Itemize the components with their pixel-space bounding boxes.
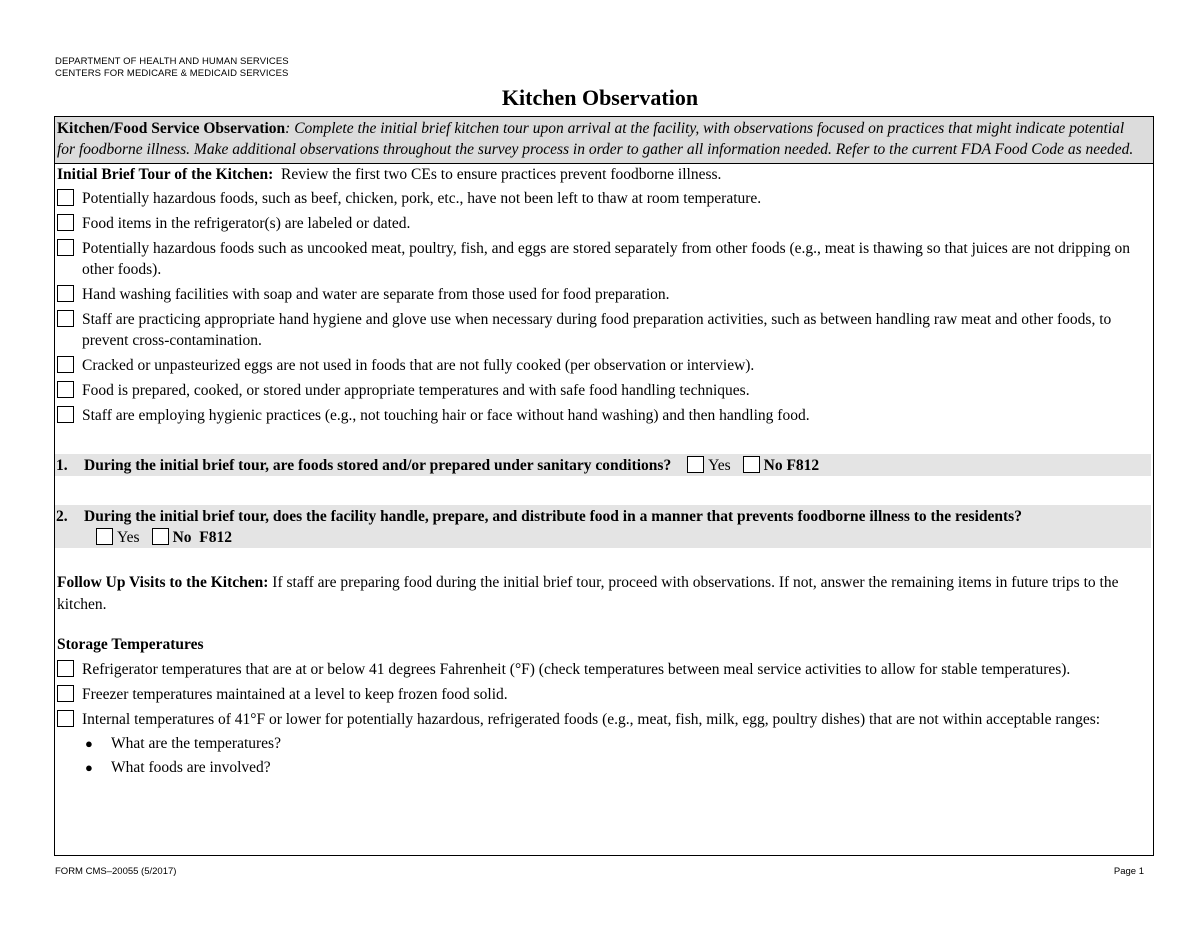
checklist-item-label: Hand washing facilities with soap and water are separate from those used for food preparation. — [82, 286, 670, 303]
question-1-number: 1. — [56, 457, 68, 474]
bullet-item — [55, 757, 1139, 778]
checklist-item — [55, 188, 1139, 209]
question-2-no-label: No — [172, 529, 192, 546]
checklist-item-label: Staff are practicing appropriate hand hygiene and glove use when necessary during food preparation activities, such as between handling raw meat and other foods, to prevent cross-contamination. — [82, 311, 1112, 349]
bullet-icon: ● — [85, 736, 93, 751]
form-frame — [54, 116, 1154, 856]
intro-section — [55, 117, 1153, 164]
checklist-item-label: Cracked or unpasteurized eggs are not used in foods that are not fully cooked (per observation or interview). — [82, 357, 755, 374]
question-1 — [55, 454, 1151, 476]
question-1-no-label: No F812 — [763, 457, 820, 474]
checklist-item-label: Internal temperatures of 41°F or lower for potentially hazardous, refrigerated foods (e.g., meat, fish, milk, egg, poultry dishes) that are not within acceptable ranges: — [82, 711, 1101, 728]
checkbox[interactable] — [57, 381, 74, 398]
question-2-yes-checkbox[interactable] — [96, 528, 113, 545]
checklist-item — [55, 355, 1139, 376]
question-1-text: During the initial brief tour, are foods stored and/or prepared under sanitary conditions? — [84, 457, 672, 474]
checklist-item-label: Refrigerator temperatures that are at or below 41 degrees Fahrenheit (°F) (check temperatures between meal service activities to allow for stable temperatures). — [82, 661, 1071, 678]
question-2-yes-label: Yes — [117, 529, 140, 546]
checklist-item — [55, 213, 1139, 234]
checkbox[interactable] — [57, 285, 74, 302]
page-number: Page 1 — [1113, 866, 1144, 877]
question-1-yes-label: Yes — [708, 457, 731, 474]
checklist-item-label: Food is prepared, cooked, or stored under appropriate temperatures and with safe food handling techniques. — [82, 382, 750, 399]
checklist-item — [55, 309, 1139, 351]
checklist-item — [55, 284, 1139, 305]
checkbox[interactable] — [57, 189, 74, 206]
agency-line-2: CENTERS FOR MEDICARE & MEDICAID SERVICES — [55, 68, 289, 79]
checkbox[interactable] — [57, 214, 74, 231]
checklist-item — [55, 238, 1139, 280]
checkbox[interactable] — [57, 239, 74, 256]
checklist-item — [55, 684, 1139, 705]
question-2 — [55, 505, 1151, 548]
initial-tour-text: Review the first two CEs to ensure practices prevent foodborne illness. — [281, 166, 722, 183]
checkbox[interactable] — [57, 310, 74, 327]
agency-line-1: DEPARTMENT OF HEALTH AND HUMAN SERVICES — [55, 56, 289, 67]
page-title: Kitchen Observation — [501, 85, 699, 110]
checkbox[interactable] — [57, 710, 74, 727]
question-2-number: 2. — [56, 508, 68, 525]
checklist-item — [55, 659, 1139, 680]
initial-tour-intro — [55, 164, 1139, 185]
checklist-item-label: Freezer temperatures maintained at a level to keep frozen food solid. — [82, 686, 508, 703]
bullet-text: What are the temperatures? — [111, 735, 281, 752]
question-2-text: During the initial brief tour, does the facility handle, prepare, and distribute food in a manner that prevents foodborne illness to the residents? — [84, 508, 1022, 525]
bullet-icon: ● — [85, 760, 93, 775]
intro-label: Kitchen/Food Service Observation — [57, 120, 286, 137]
checklist-item-label: Potentially hazardous foods such as uncooked meat, poultry, fish, and eggs are stored separately from other foods (e.g., meat is thawing so that juices are not dripping on other foods). — [82, 240, 1130, 278]
form-content — [55, 164, 1153, 778]
checkbox[interactable] — [57, 685, 74, 702]
checklist-item-label: Staff are employing hygienic practices (e.g., not touching hair or face without hand washing) and then handling food. — [82, 407, 810, 424]
storage-heading: Storage Temperatures — [57, 636, 204, 653]
checkbox[interactable] — [57, 660, 74, 677]
agency-header — [55, 56, 289, 80]
intro-text: : Complete the initial brief kitchen tour upon arrival at the facility, with observations focused on practices that might indicate potential for foodborne illness. Make additional observations throughout the survey process in order to gather all information needed. Refer to the current FDA Food Code as needed. — [57, 120, 1134, 158]
initial-tour-label: Initial Brief Tour of the Kitchen: — [57, 166, 274, 183]
checklist-item — [55, 380, 1139, 401]
checklist-item-label: Food items in the refrigerator(s) are labeled or dated. — [82, 215, 411, 232]
follow-up-text: If staff are preparing food during the initial brief tour, proceed with observations. If not, answer the remaining items in future trips to the kitchen. — [57, 574, 1119, 613]
follow-up-label: Follow Up Visits to the Kitchen: — [57, 574, 269, 591]
bullet-item — [55, 733, 1139, 754]
question-1-no-checkbox[interactable] — [743, 456, 760, 473]
question-1-yes-checkbox[interactable] — [687, 456, 704, 473]
checklist-item — [55, 709, 1139, 730]
checklist-item-label: Potentially hazardous foods, such as beef, chicken, pork, etc., have not been left to thaw at room temperature. — [82, 190, 762, 207]
question-2-tag: F812 — [199, 529, 232, 546]
checklist-item — [55, 405, 1139, 426]
checkbox[interactable] — [57, 356, 74, 373]
form-id: FORM CMS–20055 (5/2017) — [55, 866, 177, 877]
follow-up-section — [55, 572, 1139, 616]
question-2-no-checkbox[interactable] — [152, 528, 169, 545]
bullet-text: What foods are involved? — [111, 759, 271, 776]
checkbox[interactable] — [57, 406, 74, 423]
